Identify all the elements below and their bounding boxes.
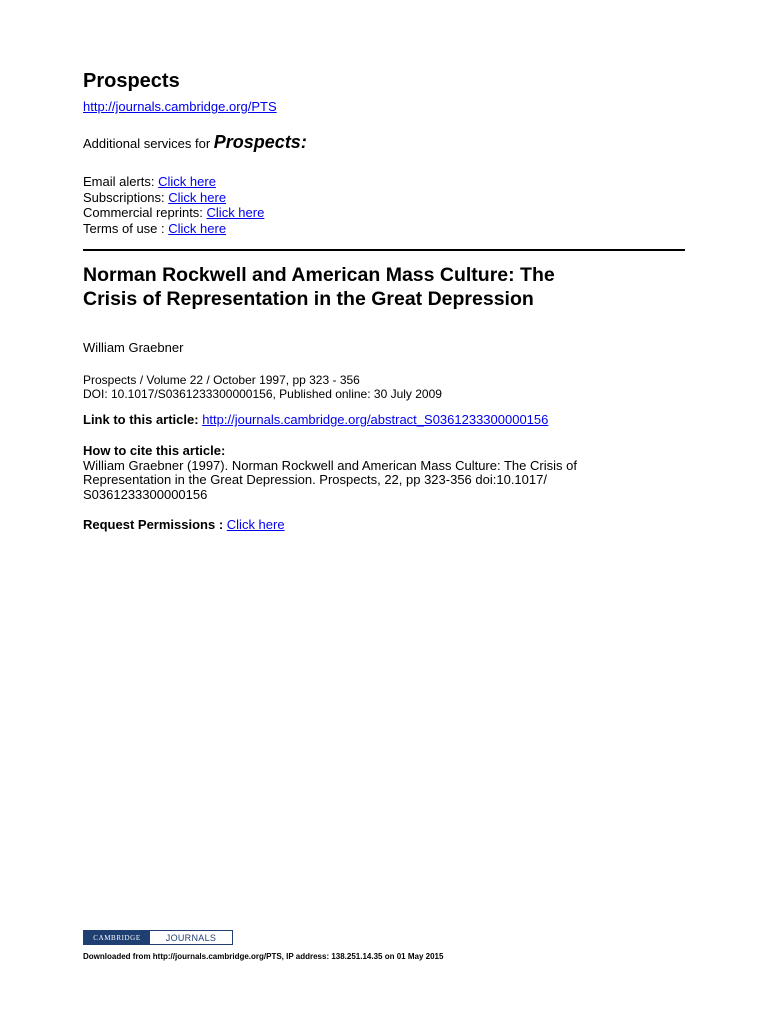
service-row-email-alerts	[83, 174, 264, 190]
link-to-article-label: Link to this article:	[83, 412, 203, 427]
request-permissions-link[interactable]: Click here	[226, 517, 285, 532]
download-footer: Downloaded from http://journals.cambridge.org/PTS, IP address: 138.251.14.35 on 01 May 2015	[83, 952, 444, 961]
logo-cambridge: CAMBRIDGE	[84, 931, 150, 944]
service-row-terms-of-use	[83, 221, 264, 237]
email-alerts-link[interactable]: Click here	[158, 174, 216, 189]
article-title-line-2: Crisis of Representation in the Great Depression	[83, 288, 534, 310]
journal-url-line	[83, 99, 277, 115]
commercial-reprints-link[interactable]: Click here	[206, 205, 265, 220]
subscriptions-link[interactable]: Click here	[168, 189, 227, 205]
journal-url-link[interactable]: http://journals.cambridge.org/PTS	[83, 99, 277, 114]
journal-title: Prospects	[83, 70, 180, 92]
divider	[83, 249, 685, 251]
commercial-reprints-label: Commercial reprints:	[83, 205, 207, 220]
additional-services	[83, 132, 307, 154]
additional-services-journal: Prospects:	[213, 132, 307, 152]
service-row-commercial-reprints	[83, 205, 264, 221]
additional-services-prefix: Additional services for	[83, 136, 214, 151]
terms-of-use-link[interactable]: Click here	[168, 220, 227, 236]
logo-journals: JOURNALS	[150, 931, 232, 944]
volume-line: Prospects / Volume 22 / October 1997, pp 323 - 356	[83, 373, 360, 387]
services-list	[83, 174, 264, 236]
citation-line-2: Representation in the Great Depression. Prospects, 22, pp 323-356 doi:10.1017/	[83, 472, 547, 487]
request-permissions-label: Request Permissions :	[83, 517, 227, 532]
doi-line: DOI: 10.1017/S0361233300000156, Published online: 30 July 2009	[83, 387, 442, 401]
service-row-subscriptions	[83, 190, 264, 206]
terms-of-use-label: Terms of use :	[83, 220, 169, 236]
link-to-article	[83, 412, 548, 428]
article-title	[83, 263, 683, 311]
citation-line-1: William Graebner (1997). Norman Rockwell and American Mass Culture: The Crisis of	[83, 457, 577, 473]
cambridge-journals-logo	[83, 930, 233, 945]
citation-line-3: S0361233300000156	[83, 486, 208, 502]
subscriptions-label: Subscriptions:	[83, 189, 169, 205]
how-to-cite	[83, 444, 683, 502]
article-abstract-link[interactable]: http://journals.cambridge.org/abstract_S0361233300000156	[202, 412, 549, 427]
article-author: William Graebner	[83, 340, 184, 355]
citation-text	[83, 459, 673, 503]
how-to-cite-heading: How to cite this article:	[83, 443, 226, 458]
article-title-line-1: Norman Rockwell and American Mass Culture: The	[83, 264, 555, 286]
article-metadata	[83, 373, 442, 401]
email-alerts-label: Email alerts:	[83, 174, 159, 189]
request-permissions	[83, 517, 285, 533]
